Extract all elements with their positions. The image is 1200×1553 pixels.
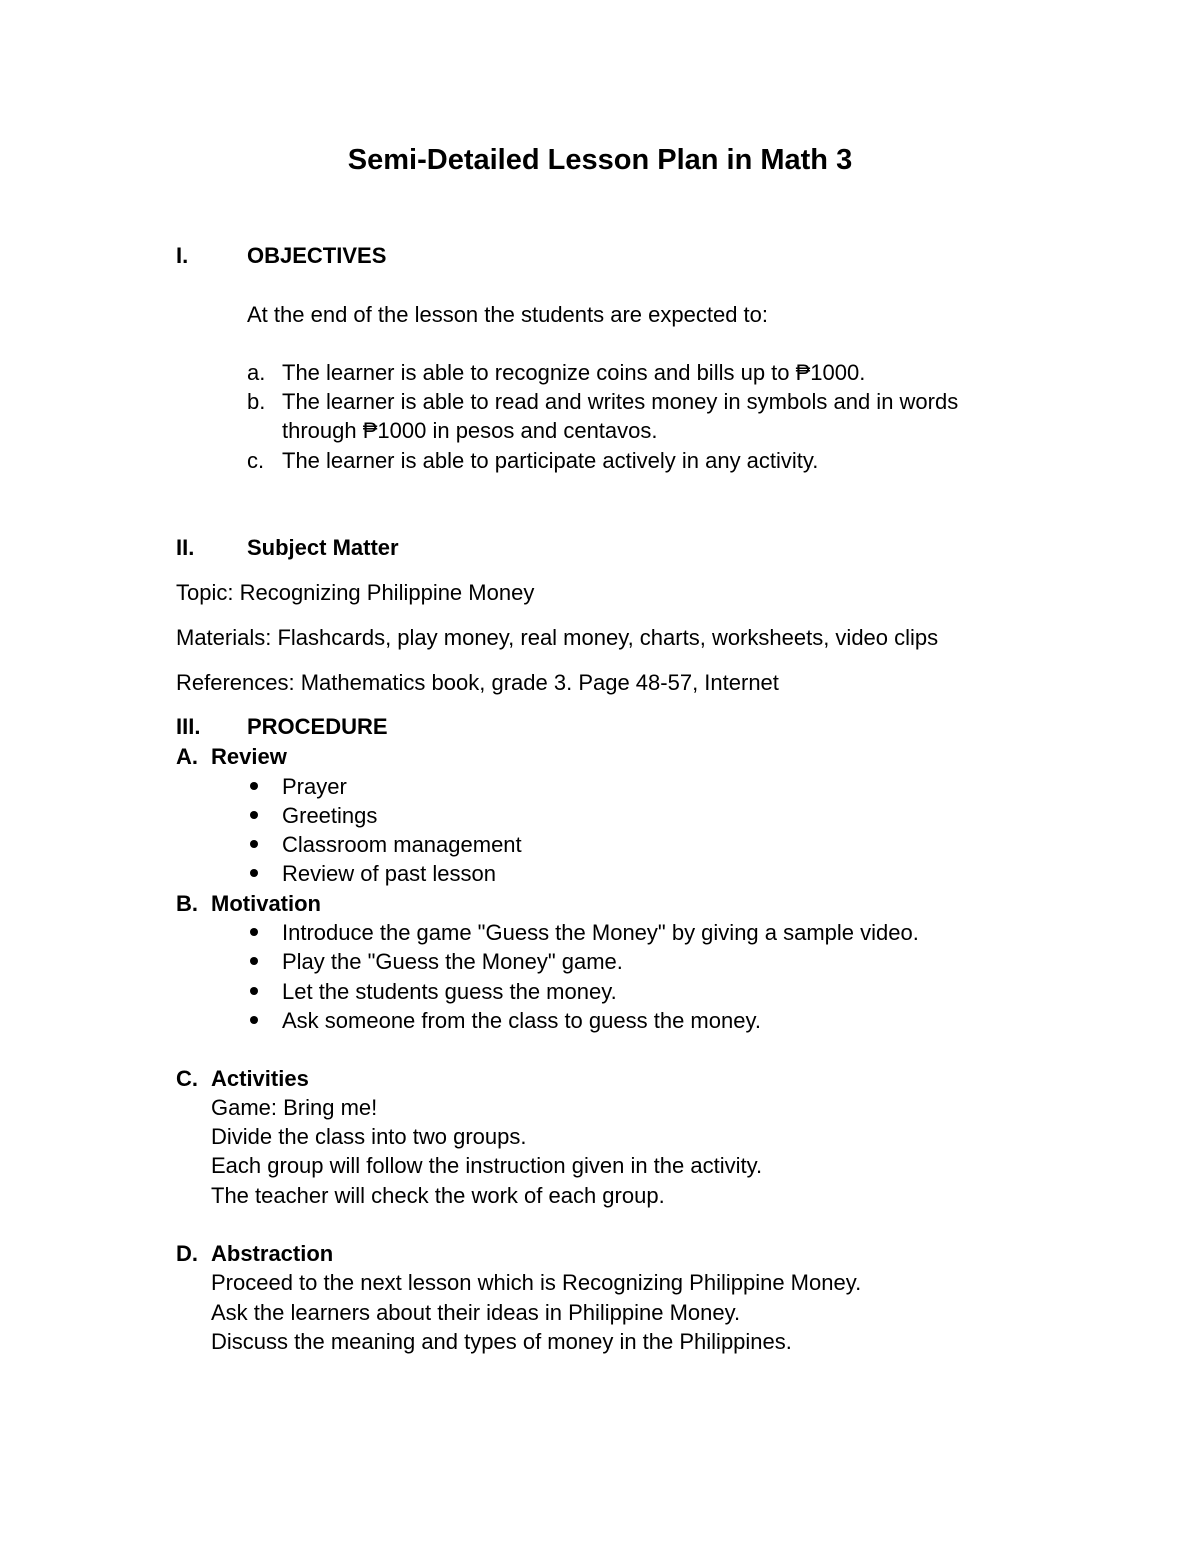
- subject-references: References: Mathematics book, grade 3. Page 48-57, Internet: [176, 670, 779, 695]
- subject-materials: Materials: Flashcards, play money, real money, charts, worksheets, video clips: [176, 625, 939, 650]
- review-heading: Review: [211, 744, 287, 769]
- motivation-item: Ask someone from the class to guess the money.: [282, 1008, 761, 1033]
- abstraction-heading: Abstraction: [211, 1241, 334, 1266]
- activities-heading: Activities: [211, 1066, 309, 1091]
- objectives-numeral: I.: [176, 243, 189, 268]
- review-item: Review of past lesson: [282, 861, 496, 886]
- abstraction-line: Ask the learners about their ideas in Philippine Money.: [211, 1300, 741, 1325]
- activities-line: Each group will follow the instruction given in the activity.: [211, 1153, 763, 1178]
- motivation-letter: B.: [176, 891, 198, 916]
- motivation-heading: Motivation: [211, 891, 321, 916]
- bullet-icon: [250, 987, 258, 995]
- review-item: Greetings: [282, 803, 378, 828]
- objective-text-c: The learner is able to participate actively in any activity.: [282, 448, 819, 473]
- abstraction-line: Proceed to the next lesson which is Recognizing Philippine Money.: [211, 1270, 862, 1295]
- abstraction-letter: D.: [176, 1241, 198, 1266]
- bullet-icon: [250, 1016, 258, 1024]
- activities-letter: C.: [176, 1066, 198, 1091]
- objective-letter-a: a.: [247, 360, 266, 385]
- abstraction-line: Discuss the meaning and types of money in the Philippines.: [211, 1329, 792, 1354]
- review-item: Classroom management: [282, 832, 522, 857]
- review-letter: A.: [176, 744, 198, 769]
- objective-text-a: The learner is able to recognize coins and bills up to ₱1000.: [282, 360, 866, 385]
- bullet-icon: [250, 869, 258, 877]
- procedure-numeral: III.: [176, 714, 201, 739]
- procedure-heading: PROCEDURE: [247, 714, 388, 739]
- subject-topic: Topic: Recognizing Philippine Money: [176, 580, 535, 605]
- objectives-heading: OBJECTIVES: [247, 243, 387, 268]
- bullet-icon: [250, 840, 258, 848]
- bullet-icon: [250, 957, 258, 965]
- review-item: Prayer: [282, 774, 347, 799]
- bullet-icon: [250, 811, 258, 819]
- subject-matter-heading: Subject Matter: [247, 535, 399, 560]
- objective-letter-b: b.: [247, 389, 266, 414]
- page-title: Semi-Detailed Lesson Plan in Math 3: [347, 144, 853, 176]
- objective-text-b-line2: through ₱1000 in pesos and centavos.: [282, 418, 658, 443]
- activities-line: The teacher will check the work of each group.: [211, 1183, 665, 1208]
- bullet-icon: [250, 782, 258, 790]
- motivation-item: Introduce the game "Guess the Money" by giving a sample video.: [282, 920, 919, 945]
- subject-matter-numeral: II.: [176, 535, 195, 560]
- motivation-item: Let the students guess the money.: [282, 979, 617, 1004]
- objectives-intro: At the end of the lesson the students are expected to:: [247, 302, 769, 327]
- activities-line: Game: Bring me!: [211, 1095, 378, 1120]
- bullet-icon: [250, 928, 258, 936]
- motivation-item: Play the "Guess the Money" game.: [282, 949, 623, 974]
- objective-letter-c: c.: [247, 448, 265, 473]
- activities-line: Divide the class into two groups.: [211, 1124, 527, 1149]
- objective-text-b-line1: The learner is able to read and writes money in symbols and in words: [282, 389, 959, 414]
